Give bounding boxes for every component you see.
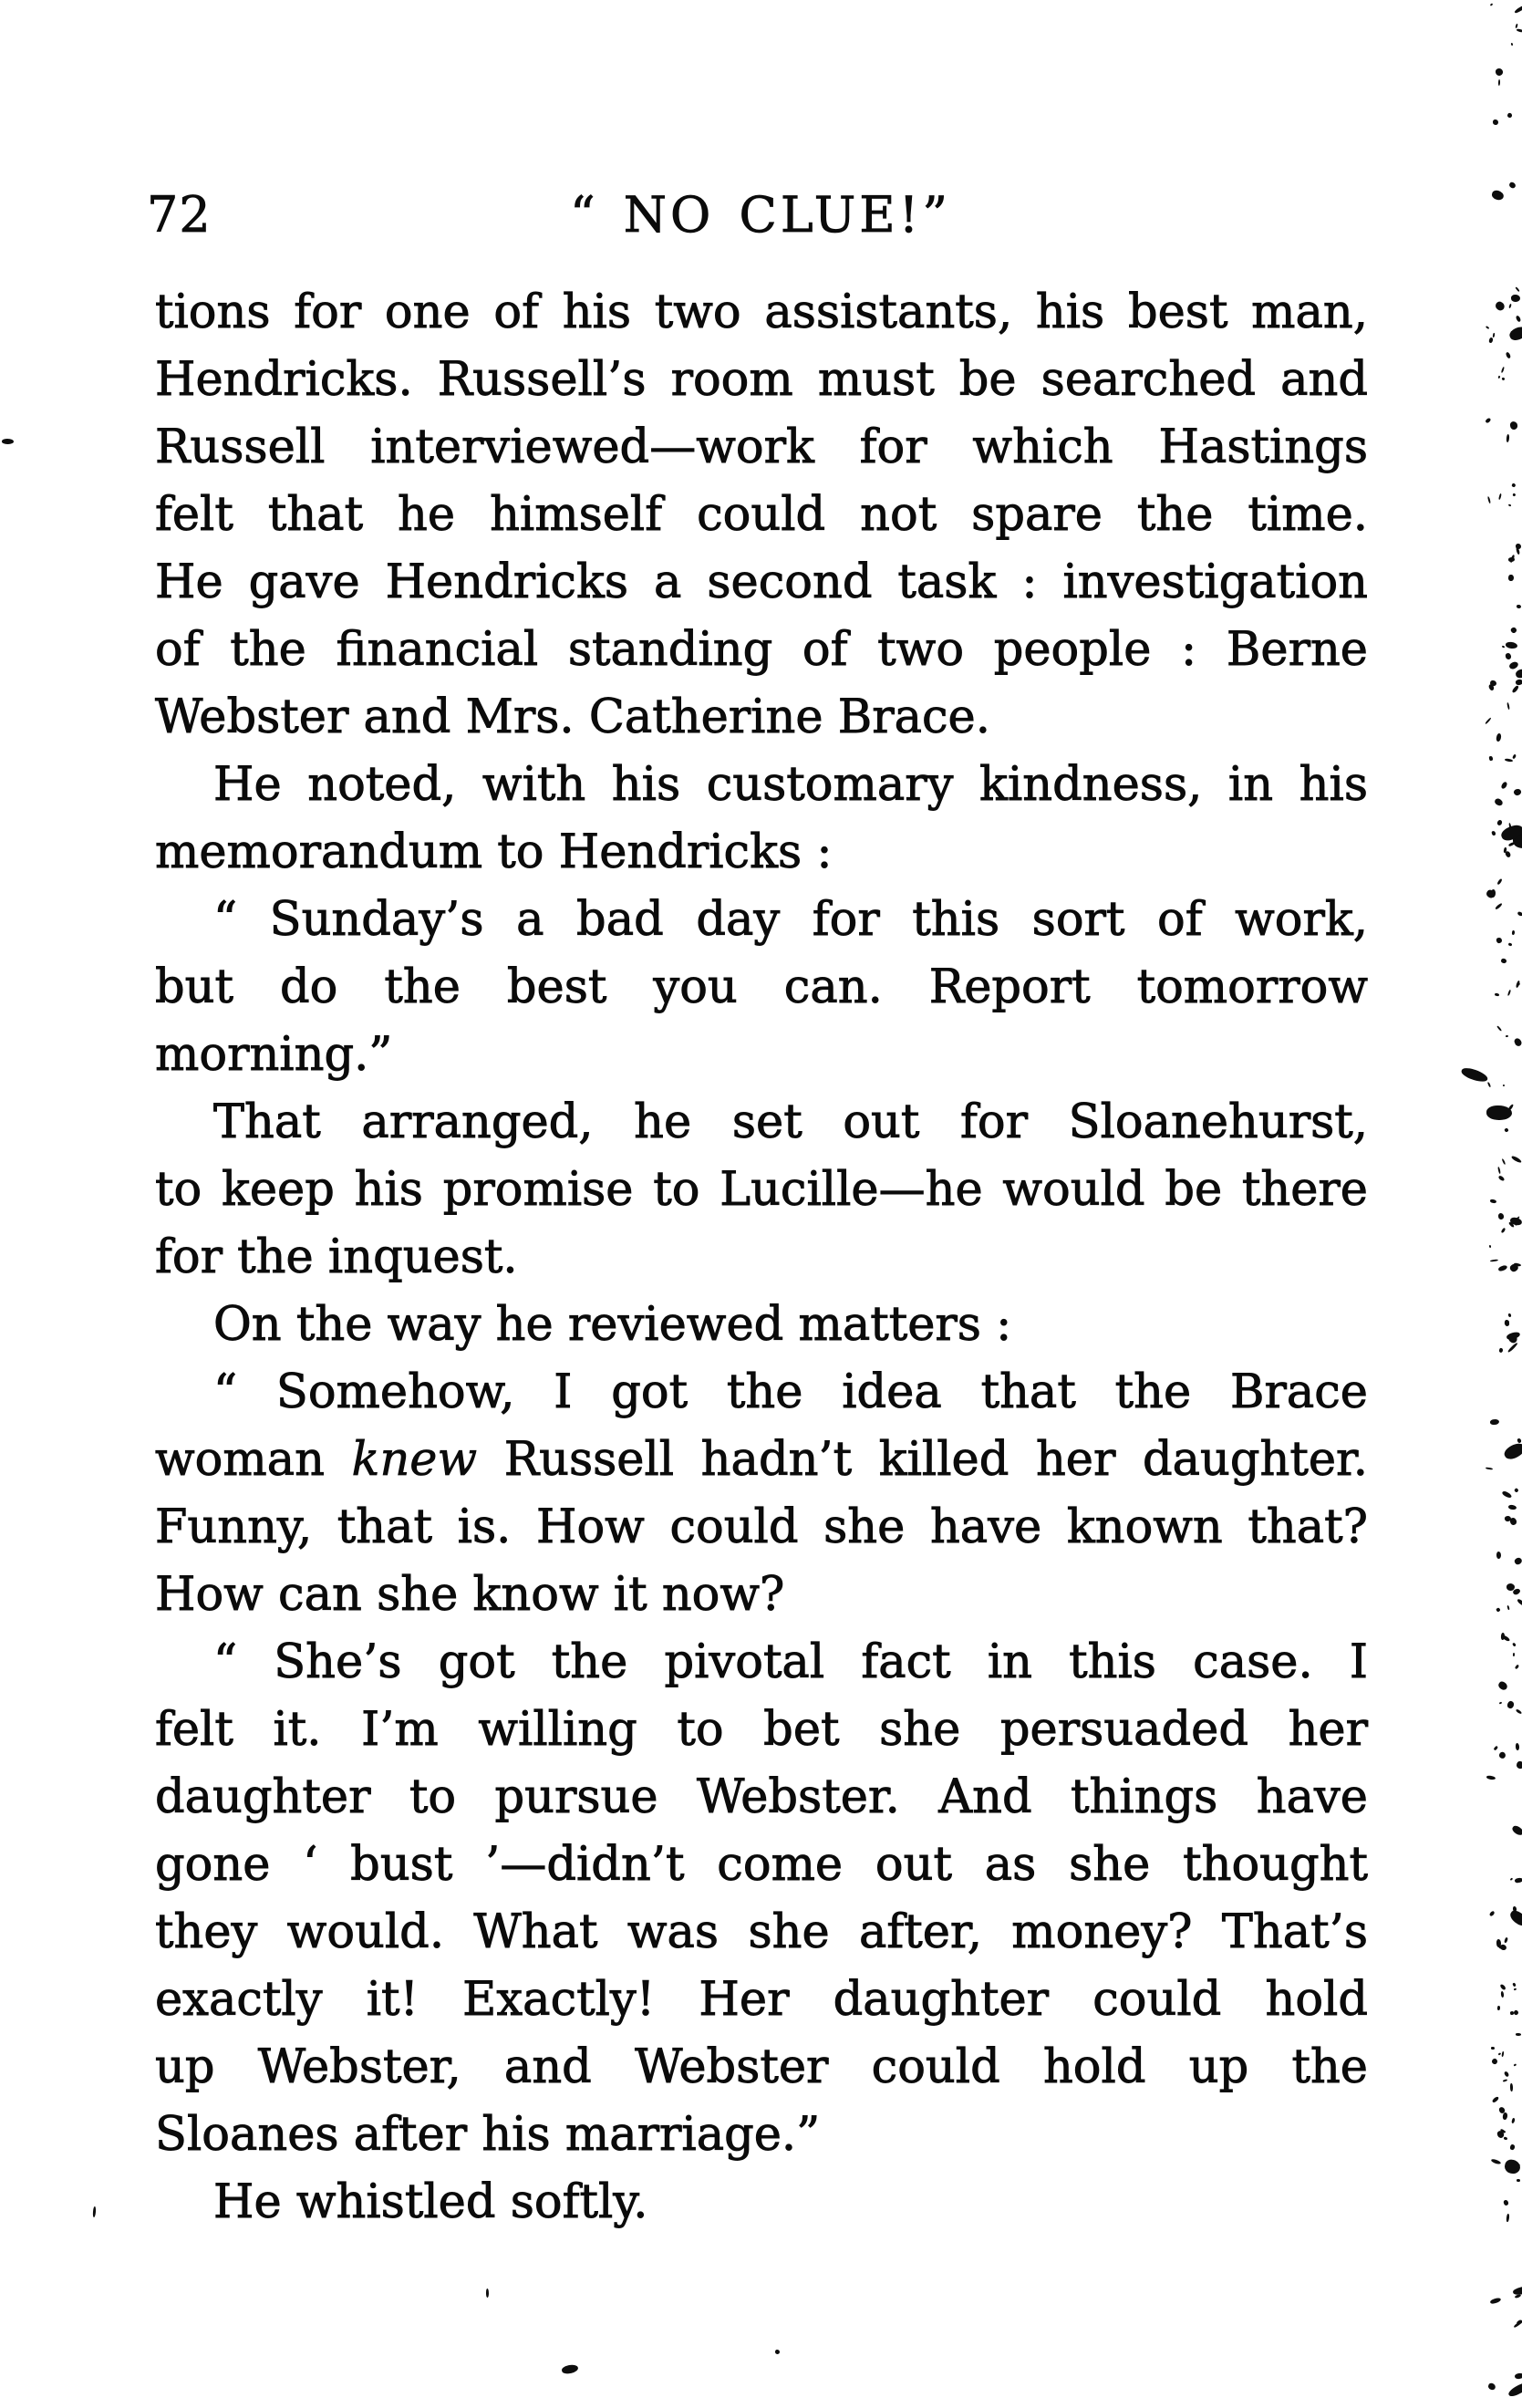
text-segment: How can she know it now? [155,1568,785,1622]
scan-speck [1510,43,1513,47]
running-title: “ NO CLUE!” [570,186,951,244]
text-segment: Hendricks. Russell’s room must be searched and [155,353,1368,407]
scan-speck [1503,2130,1506,2133]
text-segment: woman [155,1433,352,1487]
text-segment: Russell hadn’t killed her daughter. [477,1433,1368,1487]
text-segment: Russell interviewed—work for which Hastings [155,420,1368,474]
text-line [155,482,1368,549]
text-line [155,1292,1368,1359]
text-line [155,1427,1368,1494]
scan-speck [561,2363,578,2375]
text-line [155,1022,1368,1089]
scan-speck [1493,119,1498,125]
text-line [155,1629,1368,1697]
text-segment: they would. What was she after, money? That’s [155,1905,1368,1959]
text-segment: daughter to pursue Webster. And things have [155,1770,1368,1824]
scan-speck [1517,605,1521,608]
scan-speck [1507,1504,1516,1510]
text-line [155,1899,1368,1967]
scan-noise-right-edge [1478,0,1522,2408]
text-line [155,954,1368,1022]
page-header [0,188,1522,244]
text-line [155,2169,1368,2237]
text-segment: gone ‘ bust ’—didn’t come out as she thought [155,1838,1368,1892]
text-segment: He noted, with his customary kindness, in his [213,758,1368,812]
scan-speck [92,2206,96,2217]
scan-speck [1517,1438,1521,1443]
text-line [155,1494,1368,1562]
text-segment: memorandum to Hendricks : [155,825,833,879]
scan-speck [486,2289,489,2298]
text-segment: tions for one of his two assistants, his best man, [155,285,1368,339]
text-segment: felt that he himself could not spare the time. [155,488,1368,542]
text-line [155,1832,1368,1899]
text-line [155,414,1368,482]
scan-speck [1506,2214,1509,2222]
text-line [155,347,1368,414]
text-segment: That arranged, he set out for Sloanehurst, [213,1095,1368,1149]
scan-speck [2,439,14,444]
text-segment: of the financial standing of two people : Berne [155,623,1368,677]
italic-word: knew [351,1433,478,1487]
text-line [155,1967,1368,2034]
text-line [155,617,1368,684]
text-line [155,279,1368,347]
text-segment: felt it. I’m willing to bet she persuaded her [155,1703,1368,1757]
text-segment: Sloanes after his marriage.” [155,2108,821,2162]
text-block [155,279,1368,2237]
text-segment: but do the best you can. Report tomorrow [155,960,1368,1014]
text-line [155,549,1368,617]
scan-speck [1486,1105,1512,1120]
text-line [155,2034,1368,2102]
text-segment: He whistled softly. [213,2175,648,2229]
text-line [155,1359,1368,1427]
scan-speck [775,2350,780,2354]
text-line [155,1224,1368,1292]
scan-speck [1507,1313,1511,1317]
text-segment: to keep his promise to Lucille—he would be there [155,1163,1368,1217]
text-segment: morning.” [155,1028,393,1082]
text-segment: On the way he reviewed matters : [213,1298,1012,1352]
scan-speck [1514,2372,1522,2379]
text-segment: up Webster, and Webster could hold up the [155,2040,1368,2094]
text-segment: “ Somehow, I got the idea that the Brace [213,1365,1368,1419]
text-segment: Webster and Mrs. Catherine Brace. [155,690,990,744]
scan-speck [1488,755,1493,761]
text-line [155,1697,1368,1764]
text-line [155,1089,1368,1157]
text-segment: exactly it! Exactly! Her daughter could hold [155,1973,1368,2027]
text-line [155,819,1368,887]
text-segment: “ Sunday’s a bad day for this sort of work, [213,893,1368,947]
text-segment: Funny, that is. How could she have known that? [155,1500,1368,1554]
text-segment: “ She’s got the pivotal fact in this case. I [213,1635,1368,1689]
text-line [155,684,1368,752]
scan-speck [1507,575,1513,582]
page-number: 72 [147,186,212,244]
scan-speck [1488,1245,1491,1248]
text-line [155,887,1368,954]
text-line [155,1157,1368,1224]
text-line [155,752,1368,819]
text-segment: He gave Hendricks a second task : investigation [155,555,1368,609]
text-segment: for the inquest. [155,1230,518,1284]
scan-speck [1511,295,1520,302]
text-line [155,2102,1368,2169]
scan-speck [1516,2033,1521,2036]
scan-speck [1505,652,1511,659]
scan-speck [1509,420,1518,430]
text-line [155,1764,1368,1832]
text-line [155,1562,1368,1629]
